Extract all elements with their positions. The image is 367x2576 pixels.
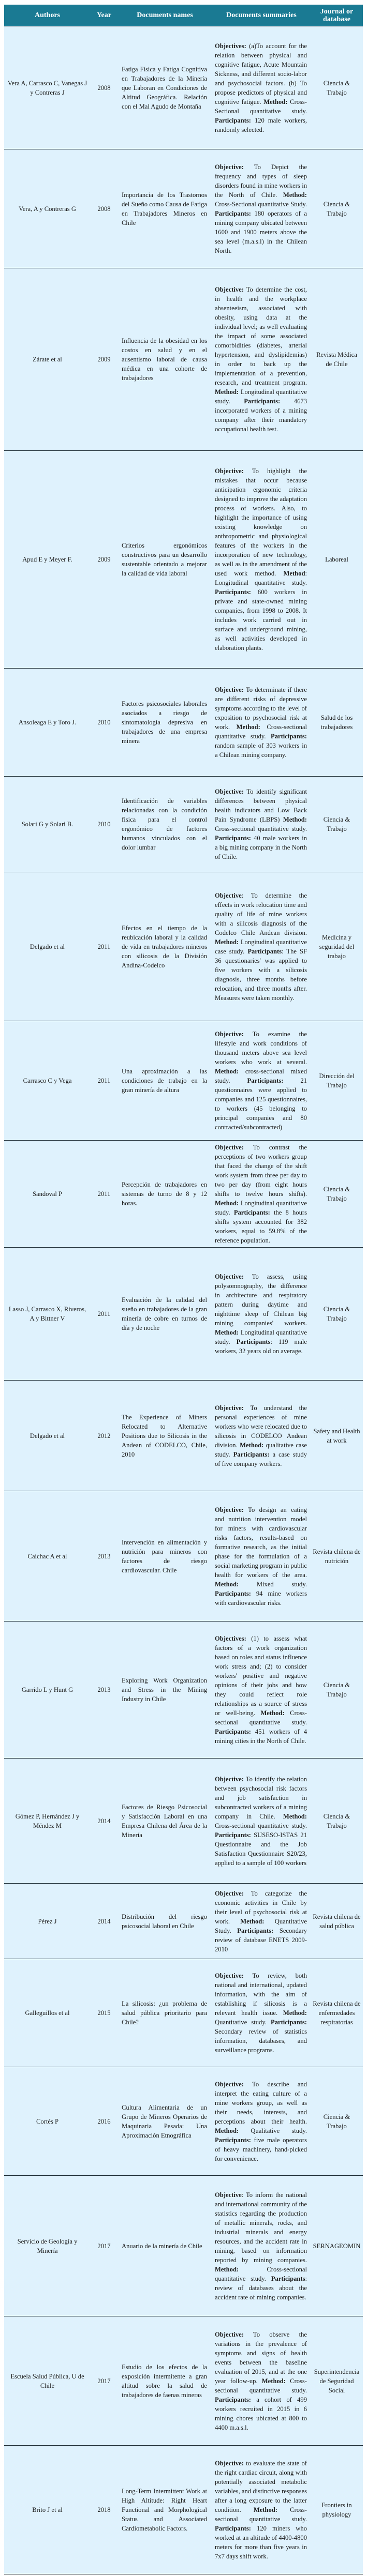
summary-text: To observe the variations in the prevalence of symptoms and signs of health events between the baseline evaluation of 2015, and at the one year follow-up. (215, 2330, 307, 2385)
authors-cell: Zárate et al (4, 268, 91, 451)
summary-text: : review of databases about the accident rate of mining companies. (215, 2275, 307, 2301)
summary-text: Secondary review of database ENETS 2009-2010 (215, 1927, 307, 1953)
journal-cell: Ciencia & Trabajo (311, 26, 363, 149)
document-summary-cell (212, 1381, 311, 1491)
table-row (4, 1381, 363, 1491)
summary-text: SUSESO-ISTAS 21 Questionnaire and the Job Satisfaction Questionnaire S20/23, applied to a sample of 100 workers (215, 1831, 307, 1867)
year-cell: 2018 (91, 2446, 118, 2574)
summary-label: Participants: (215, 2525, 251, 2532)
summary-label: Objective: (215, 467, 244, 475)
table-row (4, 2067, 363, 2176)
document-name-cell: Percepción de trabajadores en sistemas de turno de 8 y 12 horas. (118, 1141, 212, 1248)
table-row (4, 1021, 363, 1141)
journal-cell: Salud de los trabajadores (311, 669, 363, 777)
table-row (4, 26, 363, 149)
summary-text: Cross-sectional quantitative study. (215, 2377, 307, 2394)
table-row (4, 149, 363, 268)
summary-text: To determine the cost, in health and the workplace absenteeism, associated with obesity, using data at the individual level; as well evaluating the impact of some associated comorbidities (diabetes, arterial hypertension, and dyslipidemias) in order to back up the implementation of a prevention, research, and treatment program. (215, 286, 307, 386)
summary-text: 451 workers of 4 mining cities in the North of Chile. (215, 1728, 307, 1745)
summary-label: Participants: (215, 1728, 251, 1735)
journal-cell: Ciencia & Trabajo (311, 777, 363, 872)
summary-text: To assess, using polysomnography, the difference in architecture and respiratory pattern during daytime and nighttime sleep of Chilean big mining companies' workers. (215, 1273, 307, 1327)
summary-label: Objectives: (215, 1635, 246, 1642)
document-summary-cell (212, 268, 311, 451)
summary-text: Longitudinal quantitative study. (215, 388, 307, 405)
summary-text: Cross-sectional quantitative study. (215, 2506, 307, 2523)
summary-label: Participants: (237, 1927, 274, 1934)
summary-text: Mixed study. (239, 1580, 307, 1588)
summary-text: To describe and interpret the eating culture of a mine workers group, as well as their needs, interests, and perceptions about their health. (215, 2080, 307, 2125)
summary-text: (a)To account for the relation between physical and cognitive fatigue, Acute Mountain Sickness, and different socio-labor and psychosocial factors. (b) To propose predictors of physical and cognitive fatigue. (215, 42, 307, 105)
document-name-cell: Anuario de la minería de Chile (118, 2176, 212, 2316)
table-body (4, 26, 363, 2574)
summary-label: Participants (247, 947, 282, 955)
summary-text: Cross-sectional quantitative study. (215, 825, 307, 832)
document-name-cell: Fatiga Física y Fatiga Cognitiva en Trabajadores de la Minería que Laboran en Condiciones de Altitud Geográfica. Relación con el Mal Agudo de Montaña (118, 26, 212, 149)
authors-cell: Gómez P, Hernández J y Méndez M (4, 1759, 91, 1884)
authors-cell: Carrasco C y Vega (4, 1021, 91, 1141)
table-row (4, 1959, 363, 2067)
summary-label: Objective: (215, 1031, 244, 1038)
summary-label: Objective (215, 2191, 242, 2199)
authors-cell: Brito J et al (4, 2446, 91, 2574)
year-cell: 2010 (91, 669, 118, 777)
table-header (4, 5, 363, 26)
year-cell: 2011 (91, 872, 118, 1021)
document-name-cell: Identificación de variables relacionadas con la condición fisica para el control ergonómico de factores humanos vinculados con el dolor lumbar (118, 777, 212, 872)
summary-label: Method: (215, 388, 239, 396)
document-summary-cell (212, 2316, 311, 2446)
table-row (4, 2316, 363, 2446)
summary-label: Objective (215, 891, 242, 899)
document-name-cell: Exploring Work Organization and Stress in the Mining Industry in Chile (118, 1622, 212, 1759)
summary-text: : The SF 36 questionaries' was applied to five workers with a silicosis diagnosis, three months before relocation, and three months after. Measures were taken monthly. (215, 947, 307, 1002)
document-summary-cell (212, 1491, 311, 1622)
document-summary-cell (212, 2067, 311, 2176)
summary-label: Objective: (215, 1144, 244, 1151)
summary-label: Participants: (215, 209, 251, 217)
document-name-cell: The Experience of Miners Relocated to Alternative Positions due to Silicosis in the Andean of CODELCO, Chile, 2010 (118, 1381, 212, 1491)
table-row (4, 1759, 363, 1884)
authors-cell: Apud E y Meyer F. (4, 451, 91, 669)
summary-label: Method: (215, 2127, 239, 2134)
summary-label: Objective: (215, 2330, 244, 2338)
document-summary-cell (212, 1959, 311, 2067)
year-cell: 2009 (91, 451, 118, 669)
year-cell: 2012 (91, 1381, 118, 1491)
summary-label: Method: (283, 1812, 307, 1820)
summary-text: Quantitative study. (215, 2019, 271, 2026)
summary-label: Participants: (233, 1209, 270, 1216)
summary-label: Participants: (215, 835, 251, 842)
year-cell: 2011 (91, 1248, 118, 1381)
header-journal: Journal or database (311, 5, 363, 26)
document-summary-cell (212, 26, 311, 149)
document-summary-cell (212, 872, 311, 1021)
authors-cell: Escuela Salud Pública, U de Chile (4, 2316, 91, 2446)
document-summary-cell (212, 1622, 311, 1759)
journal-cell: Revista chilena de enfermedades respiratorias (311, 1959, 363, 2067)
journal-cell: SERNAGEOMIN (311, 2176, 363, 2316)
table-row (4, 1884, 363, 1959)
summary-label: Method: (253, 2506, 277, 2513)
summary-label: Method: (215, 1329, 239, 1336)
document-summary-cell (212, 1021, 311, 1141)
summary-label: Participants: (247, 1077, 284, 1084)
document-name-cell: Efectos en el tiempo de la reubicación laboral y la calidad de vida en trabajadores mineros con silicosis de la División Andina-Codelco (118, 872, 212, 1021)
journal-cell: Ciencia & Trabajo (311, 1248, 363, 1381)
header-document-summaries: Documents summaries (212, 5, 311, 26)
document-name-cell: Cultura Alimentaria de un Grupo de Mineros Operarios de Maquinaria Pesada: Una Aproximación Etnográfica (118, 2067, 212, 2176)
year-cell: 2013 (91, 1491, 118, 1622)
summary-label: Participants: (271, 733, 307, 740)
document-name-cell: Estudio de los efectos de la exposición intermitente a gran altitud sobre la salud de trabajadores de faenas mineras (118, 2316, 212, 2446)
header-document-names: Documents names (118, 5, 212, 26)
table-row (4, 1622, 363, 1759)
summary-label: Objective: (215, 163, 244, 171)
document-name-cell: Influencia de la obesidad en los costos en salud y en el ausentismo laboral de causa médica en una cohorte de trabajadores (118, 268, 212, 451)
summary-text: Cross-sectional quantitative study. (215, 723, 307, 740)
summary-text: (1) to assess what factors of a work organization based on roles and status influence work stress and; (2) to consider workers' positive and negative opinions of their jobs and how they could reflect role relationships as a source of stress or well-being. (215, 1635, 307, 1717)
document-name-cell: Factores psicosociales laborales asociados a riesgo de sintomatología depresiva en trabajadores de una empresa minera (118, 669, 212, 777)
year-cell: 2009 (91, 268, 118, 451)
document-summary-cell (212, 669, 311, 777)
authors-cell: Delgado et al (4, 1381, 91, 1491)
summary-label: Participants: (215, 2396, 251, 2403)
summary-text: Cross-Sectional quantitative Study. (215, 200, 307, 208)
authors-cell: Solari G y Solari B. (4, 777, 91, 872)
summary-text: a case study of five company workers. (215, 1450, 307, 1467)
document-name-cell: Distribución del riesgo psicosocial laboral en Chile (118, 1884, 212, 1959)
summary-text: Longitudinal quantitative study. (215, 1200, 307, 1216)
document-summary-cell (212, 451, 311, 669)
header-authors: Authors (4, 5, 91, 26)
summary-label: Objective: (215, 1273, 244, 1280)
summary-label: Method: (261, 2377, 286, 2385)
journal-cell: Frontiers in physiology (311, 2446, 363, 2574)
summary-text: random sample of 303 workers in a Chilean mining company. (215, 742, 307, 759)
summary-text: Longitudinal quantitative study. (215, 1329, 307, 1345)
summary-label: Participants: (244, 398, 281, 405)
journal-cell: Ciencia & Trabajo (311, 1759, 363, 1884)
summary-label: Objective: (215, 286, 244, 293)
summary-text: To identify the relation between psychosocial risk factors and job satisfaction in subcontracted workers of a mining company in Chile. (215, 1775, 307, 1820)
summary-label: Participants: (215, 1831, 251, 1839)
summary-label: Participants (271, 2275, 305, 2282)
document-name-cell: Intervención en alimentación y nutrición para mineros con factores de riesgo cardiovascular. Chile (118, 1491, 212, 1622)
year-cell: 2011 (91, 1021, 118, 1141)
table-row (4, 777, 363, 872)
table-row (4, 872, 363, 1021)
year-cell: 2010 (91, 777, 118, 872)
header-year: Year (91, 5, 118, 26)
table-row (4, 2176, 363, 2316)
year-cell: 2014 (91, 1884, 118, 1959)
document-summary-cell (212, 1759, 311, 1884)
journal-cell: Laboreal (311, 451, 363, 669)
summary-text: Cross-sectional quantitative study. (215, 2265, 307, 2282)
document-summary-cell (212, 2176, 311, 2316)
summary-text: To categorize the economic activities in Chile by their level of psychosocial risk at work. (215, 1889, 307, 1925)
summary-text: To highlight the mistakes that occur because anticipation ergonomic criteria designed to improve the adaptation process of workers. Also, to highlight the importance of using existing knowledge on anthropometric and physiological features of the workers in the incorporation of new technology, as well as in the amendment of the used work method. (215, 467, 307, 577)
summary-text: the 8 hours shifts system accounted for 382 workers, equal to 59.8% of the reference population. (215, 1209, 307, 1244)
document-summary-cell (212, 1884, 311, 1959)
summary-text: 4673 incorporated workers of a mining company after their mandatory occupational health test. (215, 398, 307, 433)
authors-cell: Sandoval P (4, 1141, 91, 1248)
summary-text: a cohort of 499 workers recruited in 2015 in 6 mining chores ubicated at 800 to 4400 m.a.s.l. (215, 2396, 307, 2431)
journal-cell: Safety and Health at work (311, 1381, 363, 1491)
summary-label: Objective: (215, 1972, 244, 1979)
table-row (4, 451, 363, 669)
journal-cell: Ciencia & Trabajo (311, 149, 363, 268)
authors-cell: Delgado et al (4, 872, 91, 1021)
journal-cell: Revista chilena de nutrición (311, 1491, 363, 1622)
journal-cell: Ciencia & Trabajo (311, 1622, 363, 1759)
table-row (4, 1491, 363, 1622)
year-cell: 2008 (91, 26, 118, 149)
summary-label: Method: (283, 2009, 307, 2017)
summary-label: Participants: (215, 116, 251, 124)
summary-label: Method: (240, 1441, 264, 1449)
summary-text: To Depict the frequency and types of sleep disorders found in mine workers in the North of Chile. (215, 163, 307, 199)
summary-label: Participants: (271, 2019, 307, 2026)
document-name-cell: Long-Term Intermittent Work at High Altitude: Right Heart Functional and Morphological Status and Associated Cardiometabolic Factors. (118, 2446, 212, 2574)
summary-text: To design an eating and nutrition intervention model for miners with cardiovascular risks factors, results-based on formative research, as the initial phase for the formulation of a social marketing program in public health for workers of the area. (215, 1506, 307, 1579)
summary-text: five male operators of heavy machinery, hand-picked for convenience. (215, 2136, 307, 2162)
document-summary-cell (212, 149, 311, 268)
summary-label: Participants: (215, 2136, 251, 2144)
document-name-cell: Evaluación de la calidad del sueño en trabajadores de la gran minería de cobre en turnos de día y de noche (118, 1248, 212, 1381)
summary-text: 21 questionnaires were applied to companies and 125 questionnaires, to workers (45 belonging to principal companies and 80 contracted/subcontracted) (215, 1077, 307, 1131)
summary-label: Objective: (215, 788, 244, 795)
summary-label: Method: (263, 98, 288, 105)
journal-cell: Medicina y seguridad del trabajo (311, 872, 363, 1021)
summary-text: 600 workers in private and state-owned mining companies, from 1998 to 2008. It includes work carried out in surface and underground mining, as well activities developed in elaboration plants. (215, 588, 307, 651)
authors-cell: Pérez J (4, 1884, 91, 1959)
summary-label: Method: (260, 1709, 285, 1717)
summary-text: Cross-Sectional quantitative study. (215, 98, 307, 115)
summary-text: Longitudinal quantitative case study. (215, 938, 307, 955)
year-cell: 2014 (91, 1759, 118, 1884)
document-name-cell: Criterios ergonómicos constructivos para un desarrollo sustentable orientado a mejorar la calidad de vida laboral (118, 451, 212, 669)
summary-label: Objective: (215, 1775, 244, 1783)
literature-review-table (4, 5, 363, 2574)
journal-cell: Revista Médica de Chile (311, 268, 363, 451)
summary-label: Objective: (215, 1889, 244, 1897)
summary-label: Method: (215, 1200, 239, 1207)
document-summary-cell (212, 777, 311, 872)
summary-label: Method (283, 570, 305, 577)
summary-text: to evaluate the state of the right cardiac circuit, along with potentially associated metabolic variables, and distinctive responses after a long exposure to the latter condition. (215, 2460, 307, 2513)
summary-text: Cross-sectional quantitative study. (215, 1709, 307, 1726)
authors-cell: Cortés P (4, 2067, 91, 2176)
journal-cell: Revista chilena de salud pública (311, 1884, 363, 1959)
document-name-cell: Una aproximación a las condiciones de trabajo en la gran minería de altura (118, 1021, 212, 1141)
document-name-cell: Factores de Riesgo Psicosocial y Satisfacción Laboral en una Empresa Chilena del Área de la Minería (118, 1759, 212, 1884)
summary-label: Objective: (215, 2080, 244, 2088)
summary-text: : Longitudinal quantitative study. (215, 570, 307, 586)
table-row (4, 1248, 363, 1381)
summary-text: 120 miners who worked at an altitude of 4400-4800 meters for more than five years in 7x7 days shift work. (215, 2525, 307, 2560)
authors-cell: Caichac A et al (4, 1491, 91, 1622)
summary-text: To understand the personal experiences of mine workers who were relocated due to silicosis in CODELCO Andean division. (215, 1404, 307, 1449)
journal-cell: Dirección del Trabajo (311, 1021, 363, 1141)
summary-text: Qualitative study. (239, 2127, 307, 2134)
document-summary-cell (212, 2446, 311, 2574)
summary-text: : 119 male workers, 32 years old on average. (215, 1338, 307, 1355)
summary-text: To review, both national and international, updated information, with the aim of establishing if silicosis is a relevant health issue. (215, 1972, 307, 2017)
summary-text: qualitative case study. (215, 1441, 307, 1458)
authors-cell: Garrido L y Hunt G (4, 1622, 91, 1759)
summary-label: Method: (215, 1068, 239, 1075)
summary-label: Participants: (215, 1589, 251, 1597)
table-row (4, 268, 363, 451)
summary-text: To determinate if there are different risks of depressive symptoms according to the level of exposition to psychosocial risk at work. (215, 686, 307, 731)
summary-text: 120 male workers, randomly selected. (215, 116, 307, 133)
year-cell: 2013 (91, 1622, 118, 1759)
summary-label: Method: (236, 723, 260, 731)
summary-text: To examine the lifestyle and work conditions of thousand meters above sea level workers who work at several. (215, 1031, 307, 1066)
authors-cell: Vera, A y Contreras G (4, 149, 91, 268)
summary-text: Cross-sectional quantitative study. (215, 1822, 307, 1829)
authors-cell: Galleguillos et al (4, 1959, 91, 2067)
year-cell: 2017 (91, 2316, 118, 2446)
authors-cell: Servicio de Geología y Minería (4, 2176, 91, 2316)
summary-text: : To inform the national and international community of the statistics regarding the production of metallic minerals, rocks, and industrial minerals and energy resources, and the accident rate in mining, based on information reported by mining companies. (215, 2191, 307, 2264)
journal-cell: Superintendencia de Seguridad Social (311, 2316, 363, 2446)
authors-cell: Lasso J, Carrasco X, Riveros, A y Bittner V (4, 1248, 91, 1381)
summary-text: Secondary review of statistics information, databases, and surveillance programs. (215, 2028, 307, 2054)
summary-label: Participants: (215, 588, 251, 596)
summary-text: To contrast the perceptions of two workers group that faced the change of the shift work system from three per day to two per day (from eight hours shifts to twelve hours shifts). (215, 1144, 307, 1198)
year-cell: 2008 (91, 149, 118, 268)
summary-label: Objective: (215, 686, 244, 693)
summary-text: : To determine the effects in work relocation time and quality of life of mine workers with a silicosis diagnosis of the Codelco Chile Andean division. (215, 891, 307, 936)
summary-label: Method: (240, 1917, 265, 1925)
authors-cell: Vera A, Carrasco C, Vanegas J y Contreras J (4, 26, 91, 149)
table-row (4, 1141, 363, 1248)
authors-cell: Ansoleaga E y Toro J. (4, 669, 91, 777)
year-cell: 2011 (91, 1141, 118, 1248)
summary-label: Objective: (215, 2460, 244, 2467)
journal-cell: Ciencia & Trabajo (311, 1141, 363, 1248)
document-name-cell: Importancia de los Trastornos del Sueño como Causa de Fatiga en Trabajadores Mineros en Chile (118, 149, 212, 268)
summary-text: 40 male workers in a big mining company in the North of Chile. (215, 835, 307, 860)
summary-label: Objectives: (215, 42, 246, 50)
summary-label: Objective: (215, 1404, 244, 1412)
summary-label: Participants (236, 1338, 271, 1345)
document-summary-cell (212, 1248, 311, 1381)
summary-label: Method: (283, 816, 307, 823)
document-summary-cell (212, 1141, 311, 1248)
summary-label: Method: (283, 191, 307, 199)
summary-label: Participants: (233, 1450, 270, 1458)
summary-text: 94 mine workers with cardiovascular risks. (215, 1589, 307, 1607)
table-row (4, 669, 363, 777)
summary-text: To identify significant differences between physical health indicators and Low Back Pain Syndrome (LBPS) (215, 788, 307, 823)
year-cell: 2017 (91, 2176, 118, 2316)
summary-label: Method: (215, 938, 239, 946)
summary-label: Method: (215, 2265, 239, 2273)
summary-text: cross-sectional mixed study. (215, 1068, 307, 1084)
document-name-cell: La silicosis: ¿un problema de salud pública prioritario para Chile? (118, 1959, 212, 2067)
summary-text: 180 operators of a mining company ubicated between 1600 and 1900 meters above the sea level (m.a.s.l) in the Chilean North. (215, 209, 307, 254)
table-row (4, 2446, 363, 2574)
year-cell: 2015 (91, 1959, 118, 2067)
summary-text: Quantitative Study. (215, 1917, 307, 1934)
summary-label: Method: (215, 1580, 239, 1588)
year-cell: 2016 (91, 2067, 118, 2176)
summary-label: Objective: (215, 1506, 244, 1513)
journal-cell: Ciencia & Trabajo (311, 2067, 363, 2176)
